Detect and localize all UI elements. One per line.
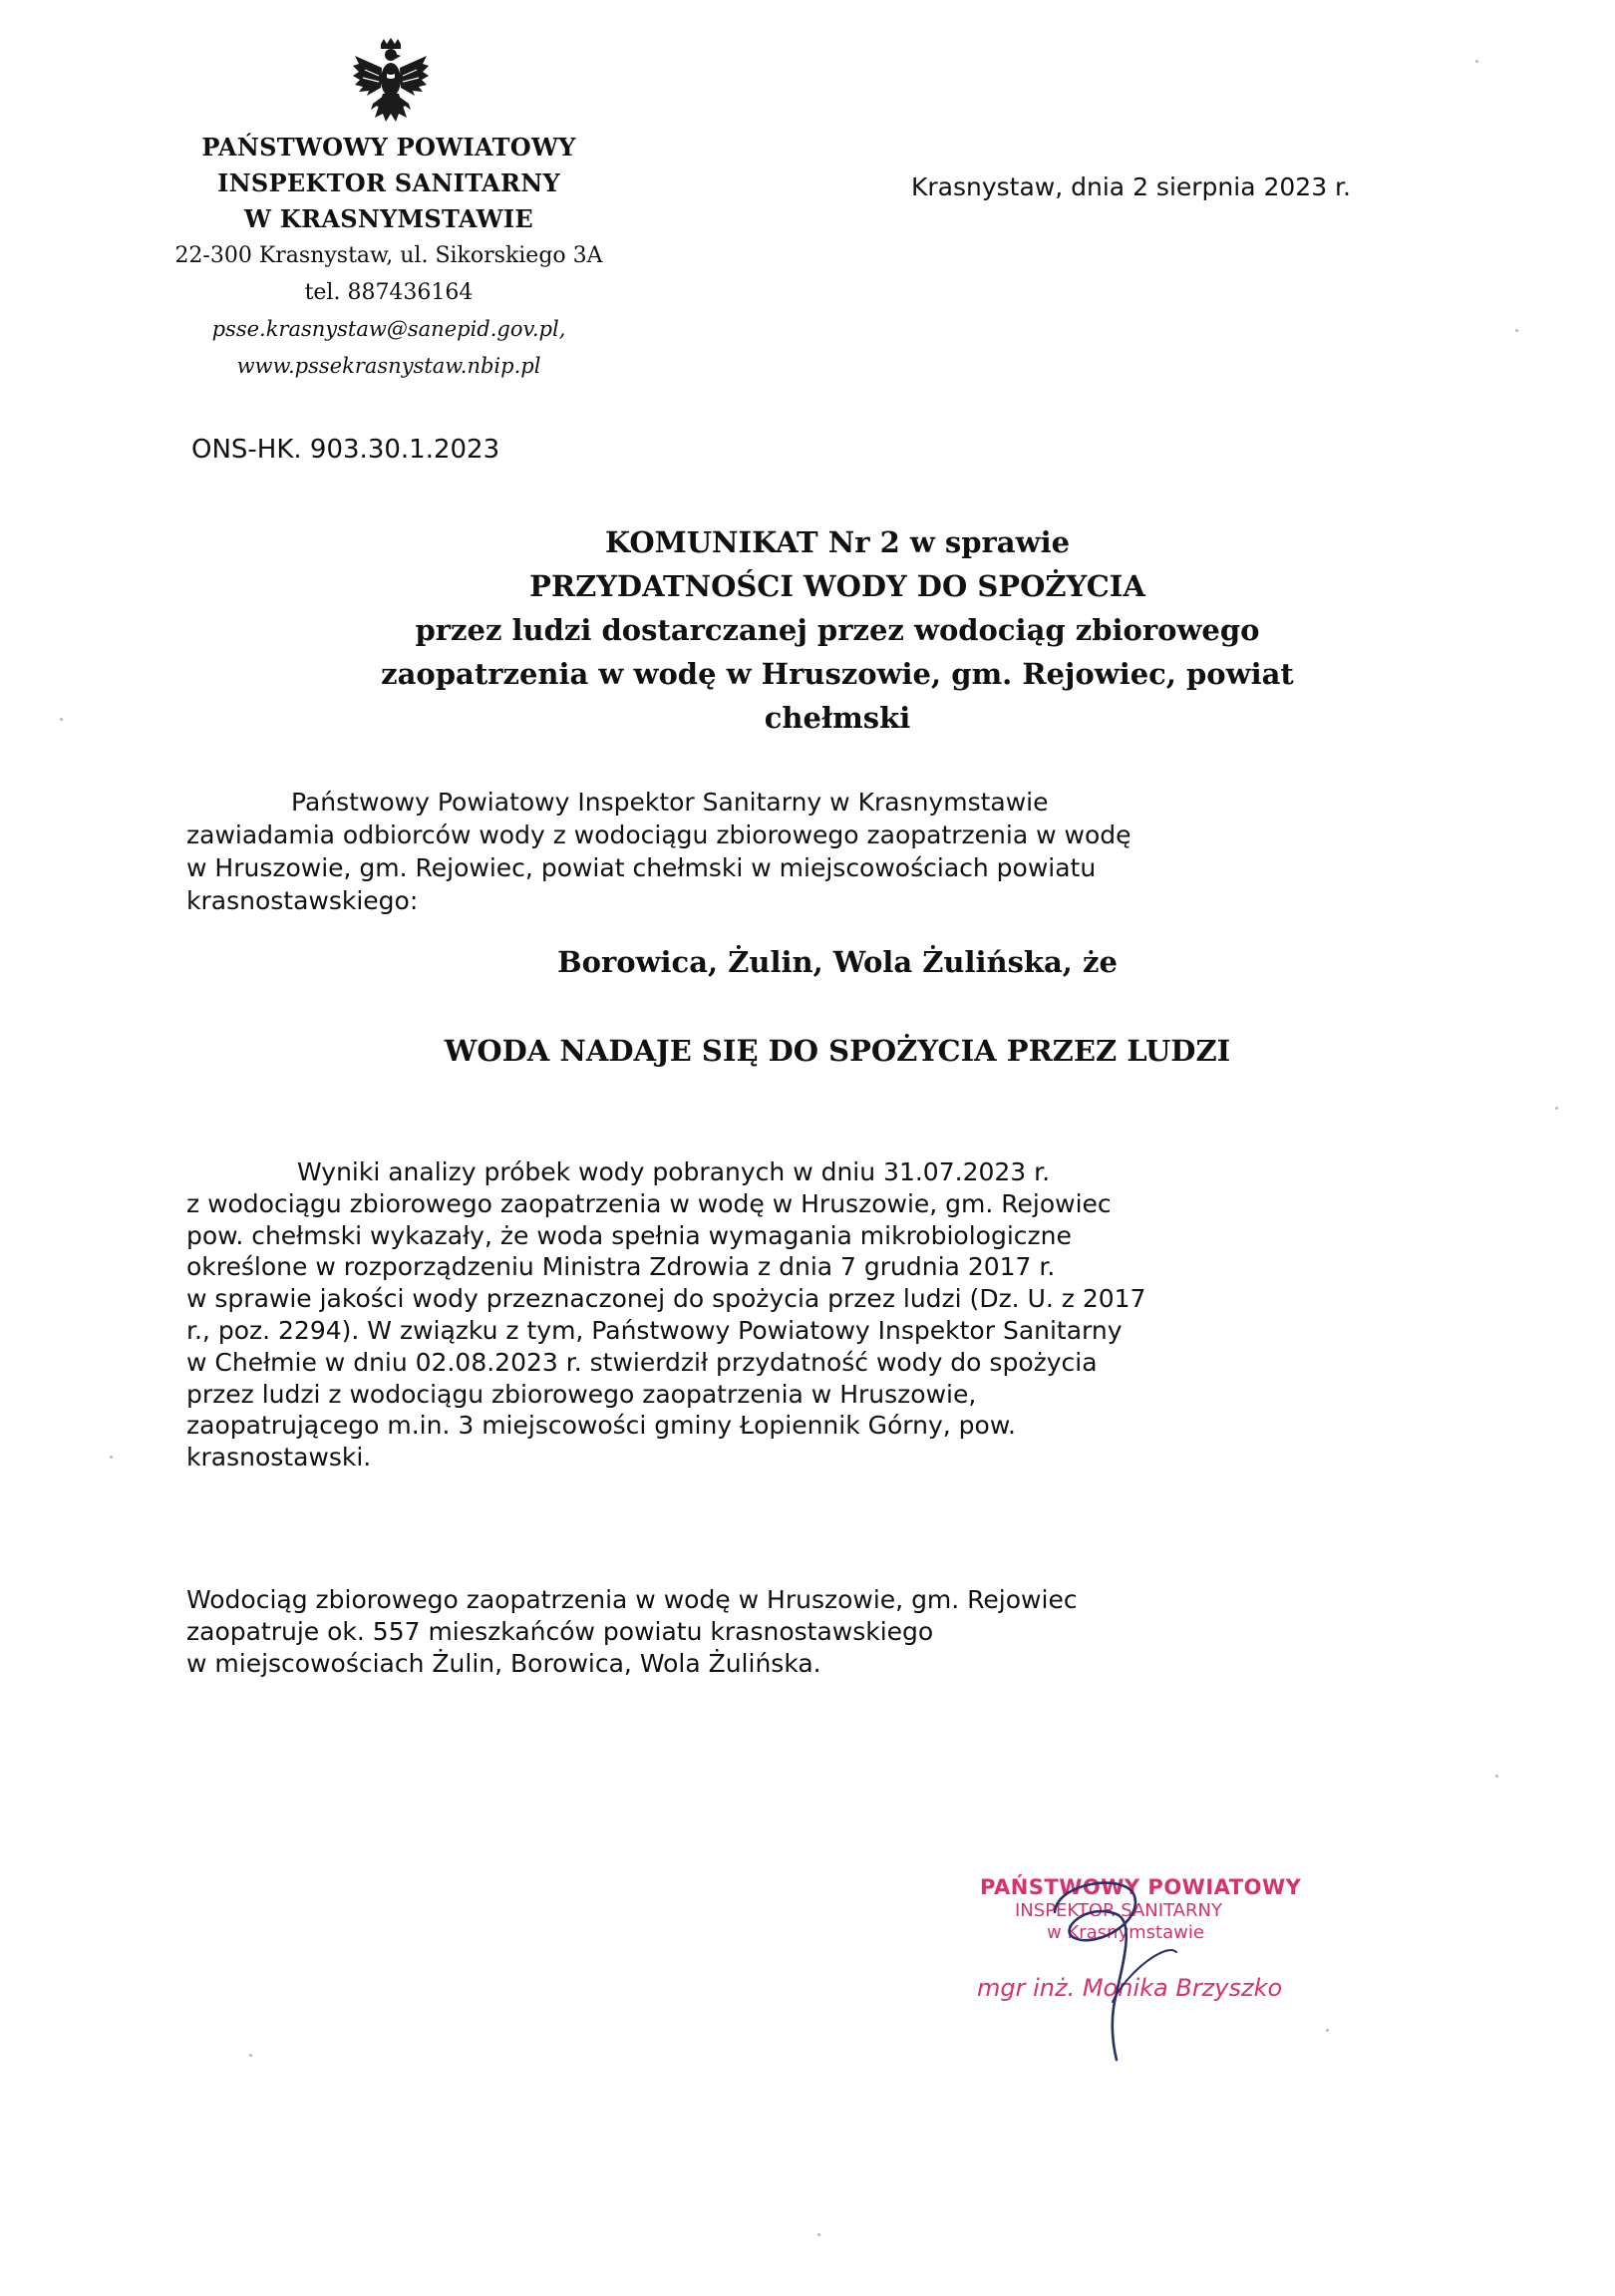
paragraph-line: w Chełmie w dniu 02.08.2023 r. stwierdził przydatność wody do spożycia bbox=[186, 1347, 1098, 1377]
paragraph-line: krasnostawski. bbox=[186, 1443, 372, 1473]
paragraph-line: pow. chełmski wykazały, że woda spełnia wymagania mikrobiologiczne bbox=[186, 1220, 1072, 1250]
paragraph-line: w miejscowościach Żulin, Borowica, Wola Żulińska. bbox=[186, 1648, 821, 1678]
announcement-heading bbox=[189, 520, 1485, 740]
stamp-line: PAŃSTWOWY POWIATOWY bbox=[980, 1875, 1302, 1899]
issuer-address: 22-300 Krasnystaw, ul. Sikorskiego 3A bbox=[174, 243, 603, 268]
paragraph-line: określone w rozporządzeniu Ministra Zdrowia z dnia 7 grudnia 2017 r. bbox=[186, 1252, 1056, 1282]
reference-number: ONS-HK. 903.30.1.2023 bbox=[191, 435, 500, 465]
issuer-name-line: W KRASNYMSTAWIE bbox=[244, 204, 533, 233]
handwritten-signature-icon bbox=[1017, 1852, 1196, 2072]
heading-line: przez ludzi dostarczanej przez wodociąg zbiorowego bbox=[415, 613, 1260, 647]
heading-line: zaopatrzenia w wodę w Hruszowie, gm. Rejowiec, powiat bbox=[381, 657, 1294, 691]
paragraph-line: w Hruszowie, gm. Rejowiec, powiat chełmski w miejscowościach powiatu bbox=[186, 853, 1097, 882]
paragraph-line: Wyniki analizy próbek wody pobranych w dniu 31.07.2023 r. bbox=[297, 1157, 1051, 1186]
stamp-signatory-name: mgr inż. Monika Brzyszko bbox=[977, 1974, 1283, 2002]
scan-speck bbox=[1475, 60, 1478, 63]
scan-speck bbox=[1555, 1107, 1558, 1110]
issuer-block bbox=[150, 130, 628, 385]
scan-speck bbox=[110, 1456, 113, 1459]
scan-speck bbox=[60, 718, 63, 721]
paragraph-line: zaopatrującego m.in. 3 miejscowości gminy Łopiennik Górny, pow. bbox=[186, 1411, 1016, 1441]
paragraph-line: Państwowy Powiatowy Inspektor Sanitarny w Krasnymstawie bbox=[291, 788, 1049, 817]
issuer-name-line: INSPEKTOR SANITARNY bbox=[217, 168, 560, 197]
notice-paragraph bbox=[186, 786, 1436, 917]
heading-line: chełmski bbox=[764, 701, 911, 735]
paragraph-line: w sprawie jakości wody przeznaczonej do spożycia przez ludzi (Dz. U. z 2017 bbox=[186, 1284, 1146, 1314]
localities-list: Borowica, Żulin, Wola Żulińska, że bbox=[557, 945, 1118, 979]
stamp-line: INSPEKTOR SANITARNY bbox=[1015, 1900, 1222, 1921]
heading-line: PRZYDATNOŚCI WODY DO SPOŻYCIA bbox=[529, 569, 1145, 603]
scan-speck bbox=[1326, 2029, 1329, 2032]
paragraph-line: Wodociąg zbiorowego zaopatrzenia w wodę w Hruszowie, gm. Rejowiec bbox=[186, 1585, 1078, 1614]
paragraph-line: z wodociągu zbiorowego zaopatrzenia w wodę w Hruszowie, gm. Rejowiec bbox=[186, 1188, 1112, 1218]
scan-speck bbox=[817, 2233, 820, 2236]
paragraph-line: r., poz. 2294). W związku z tym, Państwowy Powiatowy Inspektor Sanitarny bbox=[186, 1315, 1123, 1345]
scan-speck bbox=[1495, 1775, 1498, 1778]
scan-speck bbox=[1515, 329, 1518, 332]
polish-white-eagle-icon bbox=[351, 38, 431, 134]
paragraph-line: przez ludzi z wodociągu zbiorowego zaopatrzenia w Hruszowie, bbox=[186, 1379, 977, 1409]
issuer-name-line: PAŃSTWOWY POWIATOWY bbox=[201, 133, 576, 162]
paragraph-line: krasnostawskiego: bbox=[186, 886, 419, 915]
stamp-line: w Krasnymstawie bbox=[1047, 1922, 1204, 1943]
heading-line: KOMUNIKAT Nr 2 w sprawie bbox=[604, 525, 1071, 559]
water-verdict: WODA NADAJE SIĘ DO SPOŻYCIA PRZEZ LUDZI bbox=[444, 1034, 1231, 1068]
issuer-website: www.pssekrasnystaw.nbip.pl bbox=[236, 354, 541, 378]
analysis-paragraph bbox=[186, 1156, 1436, 1474]
paragraph-line: zawiadamia odbiorców wody z wodociągu zbiorowego zaopatrzenia w wodę bbox=[186, 820, 1131, 849]
paragraph-line: zaopatruje ok. 557 mieszkańców powiatu krasnostawskiego bbox=[186, 1616, 934, 1646]
scan-speck bbox=[249, 2054, 252, 2057]
place-date: Krasnystaw, dnia 2 sierpnia 2023 r. bbox=[911, 172, 1351, 201]
supply-paragraph bbox=[186, 1584, 1436, 1679]
issuer-email: psse.krasnystaw@sanepid.gov.pl, bbox=[211, 317, 566, 341]
issuer-phone: tel. 887436164 bbox=[304, 280, 474, 305]
